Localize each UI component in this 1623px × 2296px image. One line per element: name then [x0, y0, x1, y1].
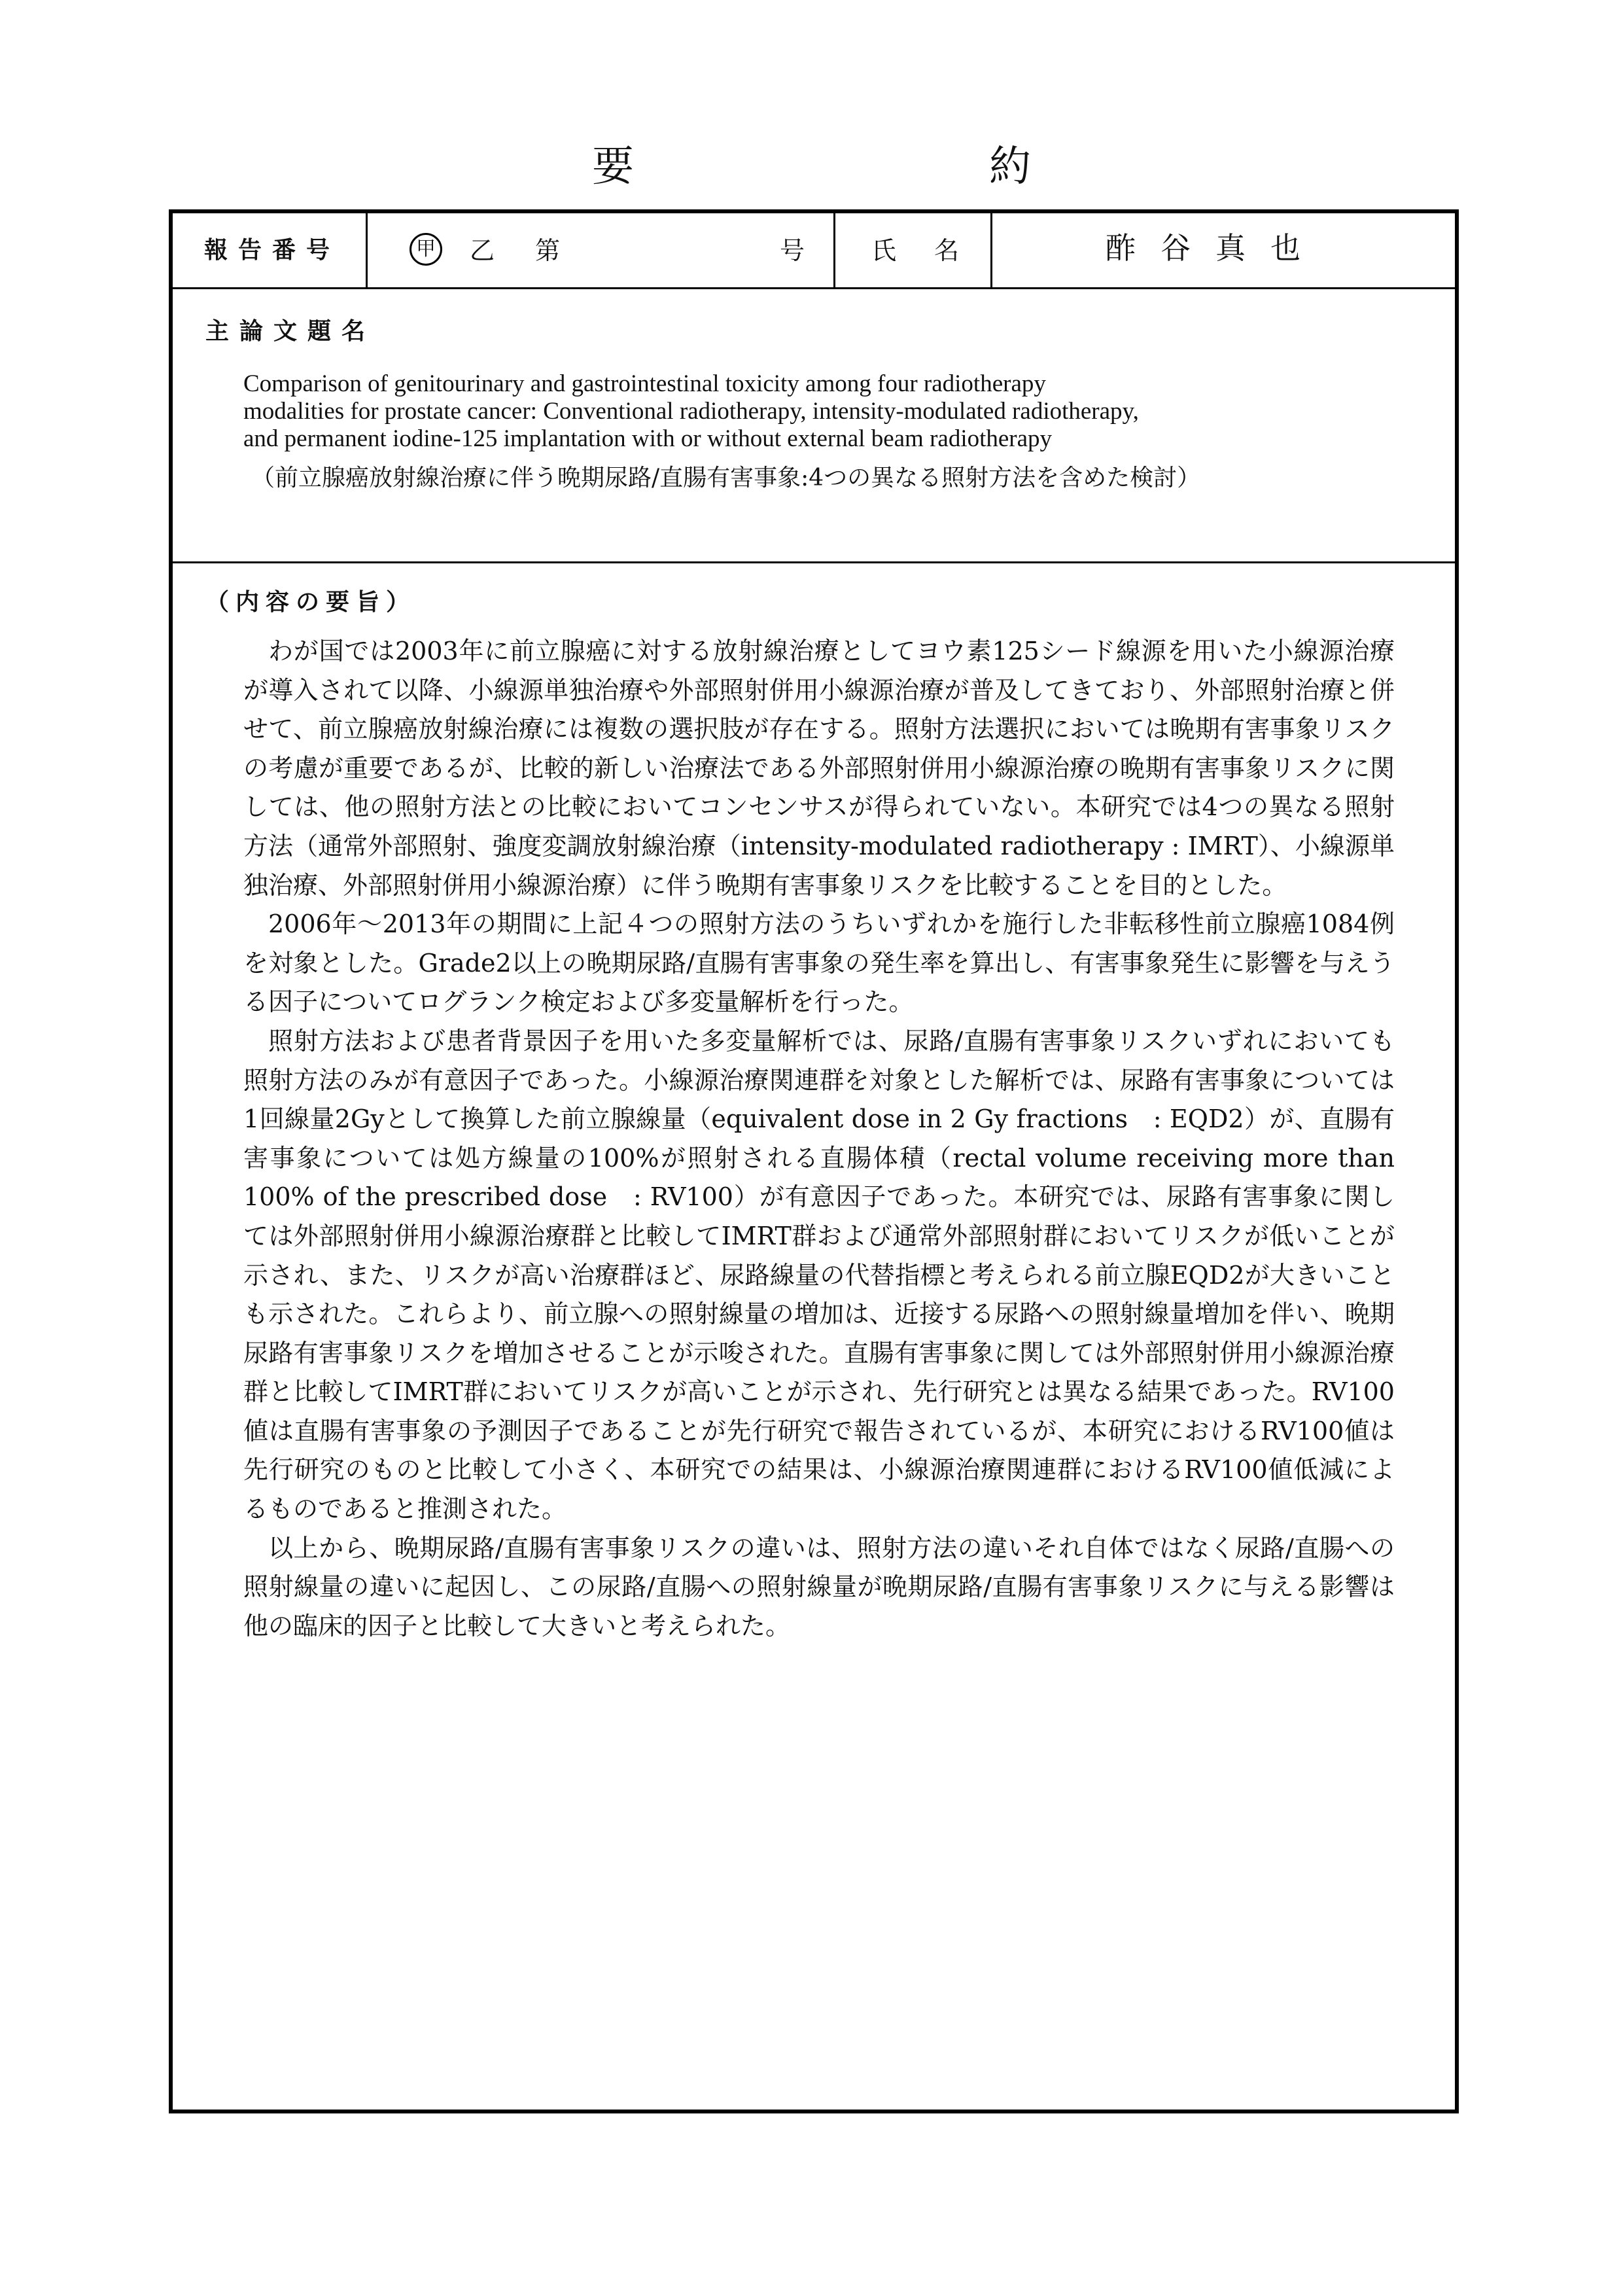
name-label: 氏 名	[871, 236, 966, 265]
heading-char-1: 要	[592, 143, 634, 191]
header-divider	[366, 213, 368, 289]
thesis-title-japanese: （前立腺癌放射線治療に伴う晩期尿路/直腸有害事象:4つの異なる照射方法を含めた検討）	[251, 465, 1201, 491]
summary-paragraph: 2006年～2013年の期間に上記４つの照射方法のうちいずれかを施行した非転移性前立腺癌1084例を対象とした。Grade2以上の晩期尿路/直腸有害事象の発生率を算出し、有害事象発生に影響を与えうる因子についてログランク検定および多変量解析を行った。	[243, 910, 1395, 1017]
report-number-label: 報告番号	[204, 237, 341, 264]
gou-label: 号	[780, 236, 805, 265]
summary-paragraph: 照射方法および患者背景因子を用いた多変量解析では、尿路/直腸有害事象リスクいずれにおいても照射方法のみが有意因子であった。小線源治療関連群を対象とした解析では、尿路有害事象については1回線量2Gyとして換算した前立腺線量（equivalent dose in 2 Gy fractions : EQD2）が、直腸有害事象については処方線量の100%が照射される直腸体積（rectal volume receiving more than 100% of the prescribed dose : RV100）が有意因子であった。本研究では、尿路有害事象に関しては外部照射併用小線源治療群と比較してIMRT群および通常外部照射群においてリスクが低いことが示され、また、リスクが高い治療群ほど、尿路線量の代替指標と考えられる前立腺EQD2が大きいことも示された。これらより、前立腺への照射線量の増加は、近接する尿路への照射線量増加を伴い、晩期尿路有害事象リスクを増加させることが示唆された。直腸有害事象に関しては外部照射併用小線源治療群と比較してIMRT群においてリスクが高いことが示され、先行研究とは異なる結果であった。RV100値は直腸有害事象の予測因子であることが先行研究で報告されているが、本研究におけるRV100値は先行研究のものと比較して小さく、本研究での結果は、小線源治療関連群におけるRV100値低減によるものであると推測された。	[243, 1026, 1395, 1524]
row-divider	[173, 561, 1455, 563]
heading-char-2: 約	[989, 143, 1031, 191]
otsu-dai-label: 乙 第	[470, 236, 568, 265]
row-divider	[173, 287, 1455, 289]
header-divider	[990, 213, 992, 289]
summary-label: （内容の要旨）	[205, 589, 417, 616]
main-thesis-title-label: 主論文題名	[205, 318, 376, 345]
summary-paragraph: わが国では2003年に前立腺癌に対する放射線治療としてヨウ素125シード線源を用いた小線源治療が導入されて以降、小線源単独治療や外部照射併用小線源治療が普及してきており、外部照射治療と併せて、前立腺癌放射線治療には複数の選択肢が存在する。照射方法選択においては晩期有害事象リスクの考慮が重要であるが、比較的新しい治療法である外部照射併用小線源治療の晩期有害事象リスクに関しては、他の照射方法との比較においてコンセンサスが得られていない。本研究では4つの異なる照射方法（通常外部照射、強度変調放射線治療（intensity-modulated radiotherapy : IMRT）、小線源単独治療、外部照射併用小線源治療）に伴う晩期有害事象リスクを比較することを目的とした。	[243, 637, 1395, 900]
header-divider	[833, 213, 835, 289]
summary-form	[169, 209, 1459, 2113]
author-name: 酢谷真也	[1106, 230, 1325, 266]
thesis-title-english: Comparison of genitourinary and gastrointestinal toxicity among four radiotherapy modalities for prostate cancer: Conventional radiotherapy, intensity-modulated radiotherapy, and permanent iodine-125 implantation with or without external beam radiotherapy	[243, 370, 1139, 452]
circled-kou-mark: 甲	[410, 233, 442, 266]
document-heading	[0, 141, 1623, 193]
summary-paragraph: 以上から、晩期尿路/直腸有害事象リスクの違いは、照射方法の違いそれ自体ではなく尿路/直腸への照射線量の違いに起因し、この尿路/直腸への照射線量が晩期尿路/直腸有害事象リスクに与える影響は他の臨床的因子と比較して大きいと考えられた。	[243, 1533, 1395, 1640]
summary-body	[243, 632, 1395, 1646]
